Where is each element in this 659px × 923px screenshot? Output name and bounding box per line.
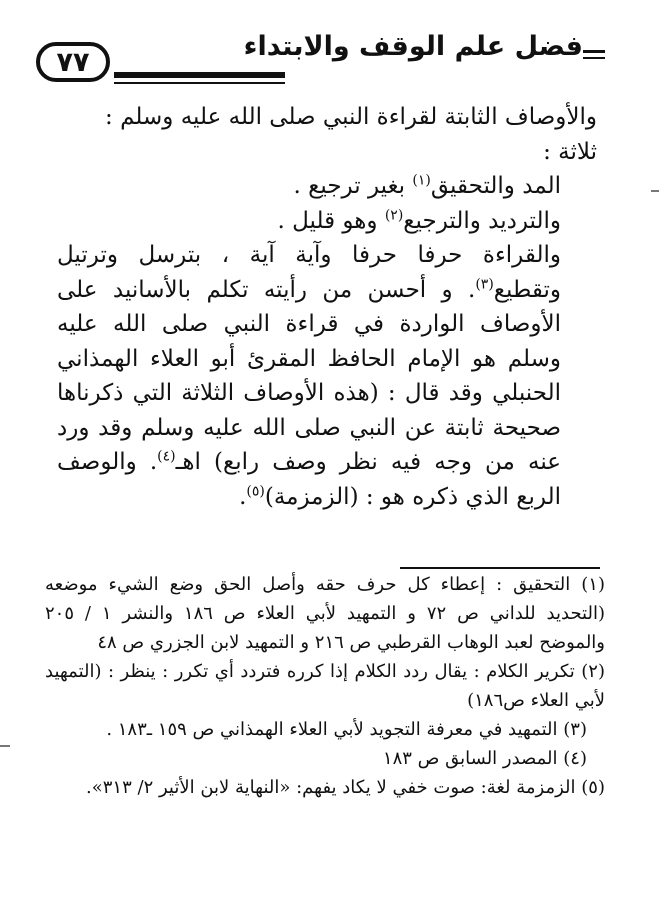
list-item: [57, 204, 597, 239]
footnote-ref: (٥): [246, 482, 265, 499]
footnote: (١) التحقيق : إعطاء كل حرف حقه وأصل الحق وضع الشيء موضعه (التحديد للداني ص ٧٢ و التمهيد لأبي العلاء ص ١٨٦ والنشر ١ / ٢٠٥ والموضح لعبد الوهاب القرطبي ص ٢١٦ و التمهيد لابن الجزري ص ٤٨: [45, 574, 605, 653]
footnote-ref: (٤): [157, 448, 176, 465]
footnote-ref: (٣): [475, 275, 494, 292]
text-run: والترديد والترجيع: [403, 207, 561, 234]
text-run: والقراءة حرفا حرفا وآية آية ، بترسل وترتيل وتقطيع: [57, 242, 561, 303]
footnote: (٥) الزمزمة لغة: صوت خفي لا يكاد يفهم: «النهاية لابن الأثير ٢/ ٣١٣».: [86, 777, 605, 798]
text-run: . والوصف الربع الذي ذكره هو : (الزمزمة): [57, 449, 561, 510]
footnote-separator: [400, 567, 600, 569]
text-run: وهو قليل .: [277, 207, 378, 234]
footnote: (٢) تكرير الكلام : يقال ردد الكلام إذا كرره فتردد أي تكرر : ينظر : (التمهيد لأبي العلاء ص١٨٦): [45, 661, 605, 711]
header-title: فضل علم الوقف والابتداء: [243, 31, 583, 62]
text-run: . و: [441, 276, 476, 303]
footnote: (٣) التمهيد في معرفة التجويد لأبي العلاء الهمذاني ص ١٥٩ ـ١٨٣ .: [106, 719, 587, 740]
paragraph: ثلاثة :: [543, 138, 597, 165]
header-rule: [114, 82, 285, 84]
footnotes: [45, 570, 605, 802]
text-run: .: [239, 483, 247, 510]
text-run: المد والتحقيق: [430, 173, 561, 199]
text-run: أحسن من رأيته تكلم بالأسانيد على الأوصاف الواردة في قراءة النبي صلى الله عليه وسلم هو الإمام الحافظ المقرئ أبو العلاء الهمذاني الحنبلي وقد قال : (هذه الأوصاف الثلاثة التي ذكرناها صحيحة ثابتة عن النبي صلى الله عليه وسلم وقد ورد عنه من وجه فيه نظر وصف رابع) اهـ: [57, 276, 561, 475]
margin-mark: [651, 190, 659, 192]
paragraph: والأوصاف الثابتة لقراءة النبي صلى الله عليه وسلم :: [105, 104, 597, 130]
margin-mark: [0, 745, 10, 747]
header-rule: [114, 72, 285, 78]
footnote-ref: (٢): [384, 206, 404, 223]
header-ornament-bar: [583, 57, 605, 59]
header-ornament-bar: [583, 50, 605, 53]
body-text: [57, 100, 597, 514]
footnote: (٤) المصدر السابق ص ١٨٣: [382, 748, 587, 769]
page-number: ٧٧: [36, 42, 110, 82]
text-run: بغير ترجيع .: [293, 173, 406, 199]
paragraph: [57, 238, 597, 514]
running-header: [30, 28, 605, 80]
footnote-ref: (١): [412, 172, 431, 189]
list-item: [57, 169, 597, 204]
